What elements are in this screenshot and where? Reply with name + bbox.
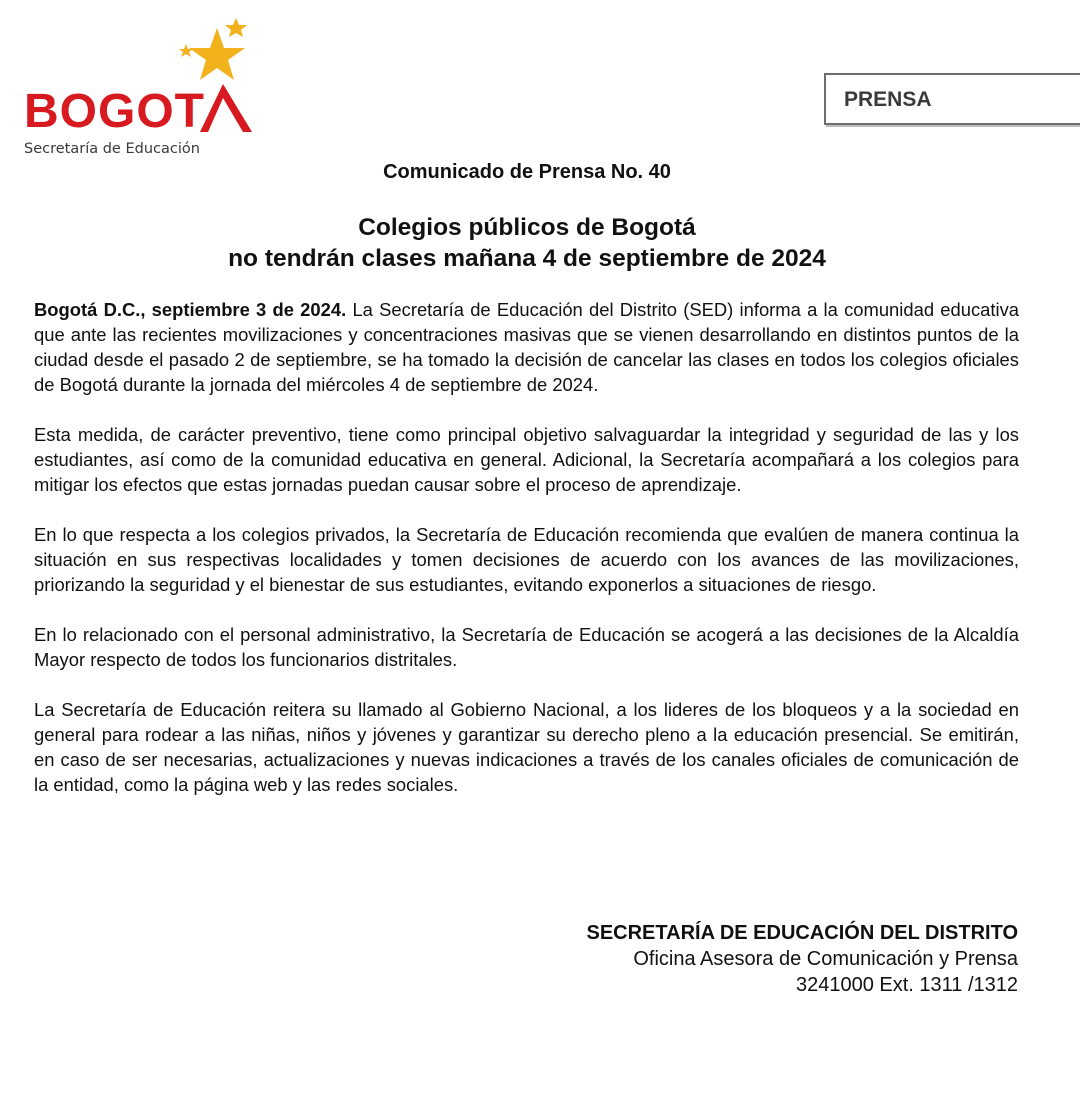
paragraph-4: En lo relacionado con el personal administrativo, la Secretaría de Educación se acogerá a las decisiones de la Alcaldía Mayor respecto de todos los funcionarios distritales. bbox=[34, 624, 1019, 670]
paragraph-1 bbox=[34, 297, 1019, 397]
press-release-body bbox=[34, 297, 1019, 822]
signature-block bbox=[586, 920, 1018, 998]
logo-wordmark: BOGOT bbox=[24, 85, 205, 138]
title-line-1: Colegios públicos de Bogotá bbox=[358, 214, 696, 241]
bogota-logo bbox=[22, 14, 262, 157]
signature-office: Oficina Asesora de Comunicación y Prensa bbox=[633, 948, 1018, 970]
page-title bbox=[0, 212, 1054, 274]
small-star-icon bbox=[225, 18, 247, 37]
paragraph-5: La Secretaría de Educación reitera su llamado al Gobierno Nacional, a los lideres de los bloqueos y a la sociedad en general para rodear a las niñas, niños y jóvenes y garantizar su derecho pleno a la educación presencial. Se emitirán, en caso de ser necesarias, actualizaciones y nuevas indicaciones a través de los canales oficiales de comunicación de la entidad, como la página web y las redes sociales. bbox=[34, 699, 1019, 795]
title-line-2: no tendrán clases mañana 4 de septiembre de 2024 bbox=[228, 245, 826, 272]
dateline: Bogotá D.C., septiembre 3 de 2024. bbox=[34, 299, 347, 320]
paragraph-2: Esta medida, de carácter preventivo, tiene como principal objetivo salvaguardar la integridad y seguridad de las y los estudiantes, así como de la comunidad educativa en general. Adicional, la Secretaría acompañará a los colegios para mitigar los efectos que estas jornadas puedan causar sobre el proceso de aprendizaje. bbox=[34, 424, 1019, 495]
release-number: Comunicado de Prensa No. 40 bbox=[383, 161, 671, 183]
logo-a-accent bbox=[200, 84, 252, 132]
paragraph-3: En lo que respecta a los colegios privados, la Secretaría de Educación recomienda que evalúen de manera continua la situación en sus respectivas localidades y tomen decisiones de acuerdo con los avances de las movilizaciones, priorizando la seguridad y el bienestar de sus estudiantes, evitando exponerlos a situaciones de riesgo. bbox=[34, 524, 1019, 595]
tiny-star-icon bbox=[179, 44, 193, 57]
paragraph-1-text: La Secretaría de Educación del Distrito (SED) informa a la comunidad educativa que ante las recientes movilizaciones y concentraciones masivas que se vienen desarrollando en distintos puntos de la ciudad desde el pasado 2 de septiembre, se ha tomado la decisión de cancelar las clases en todos los colegios oficiales de Bogotá durante la jornada del miércoles 4 de septiembre de 2024. bbox=[34, 299, 1019, 395]
signature-organization: SECRETARÍA DE EDUCACIÓN DEL DISTRITO bbox=[586, 922, 1018, 944]
prensa-label-box: PRENSA bbox=[824, 73, 1080, 125]
large-star-icon bbox=[189, 28, 245, 80]
logo-subtitle: Secretaría de Educación bbox=[24, 141, 200, 157]
signature-phone: 3241000 Ext. 1311 /1312 bbox=[795, 974, 1018, 996]
